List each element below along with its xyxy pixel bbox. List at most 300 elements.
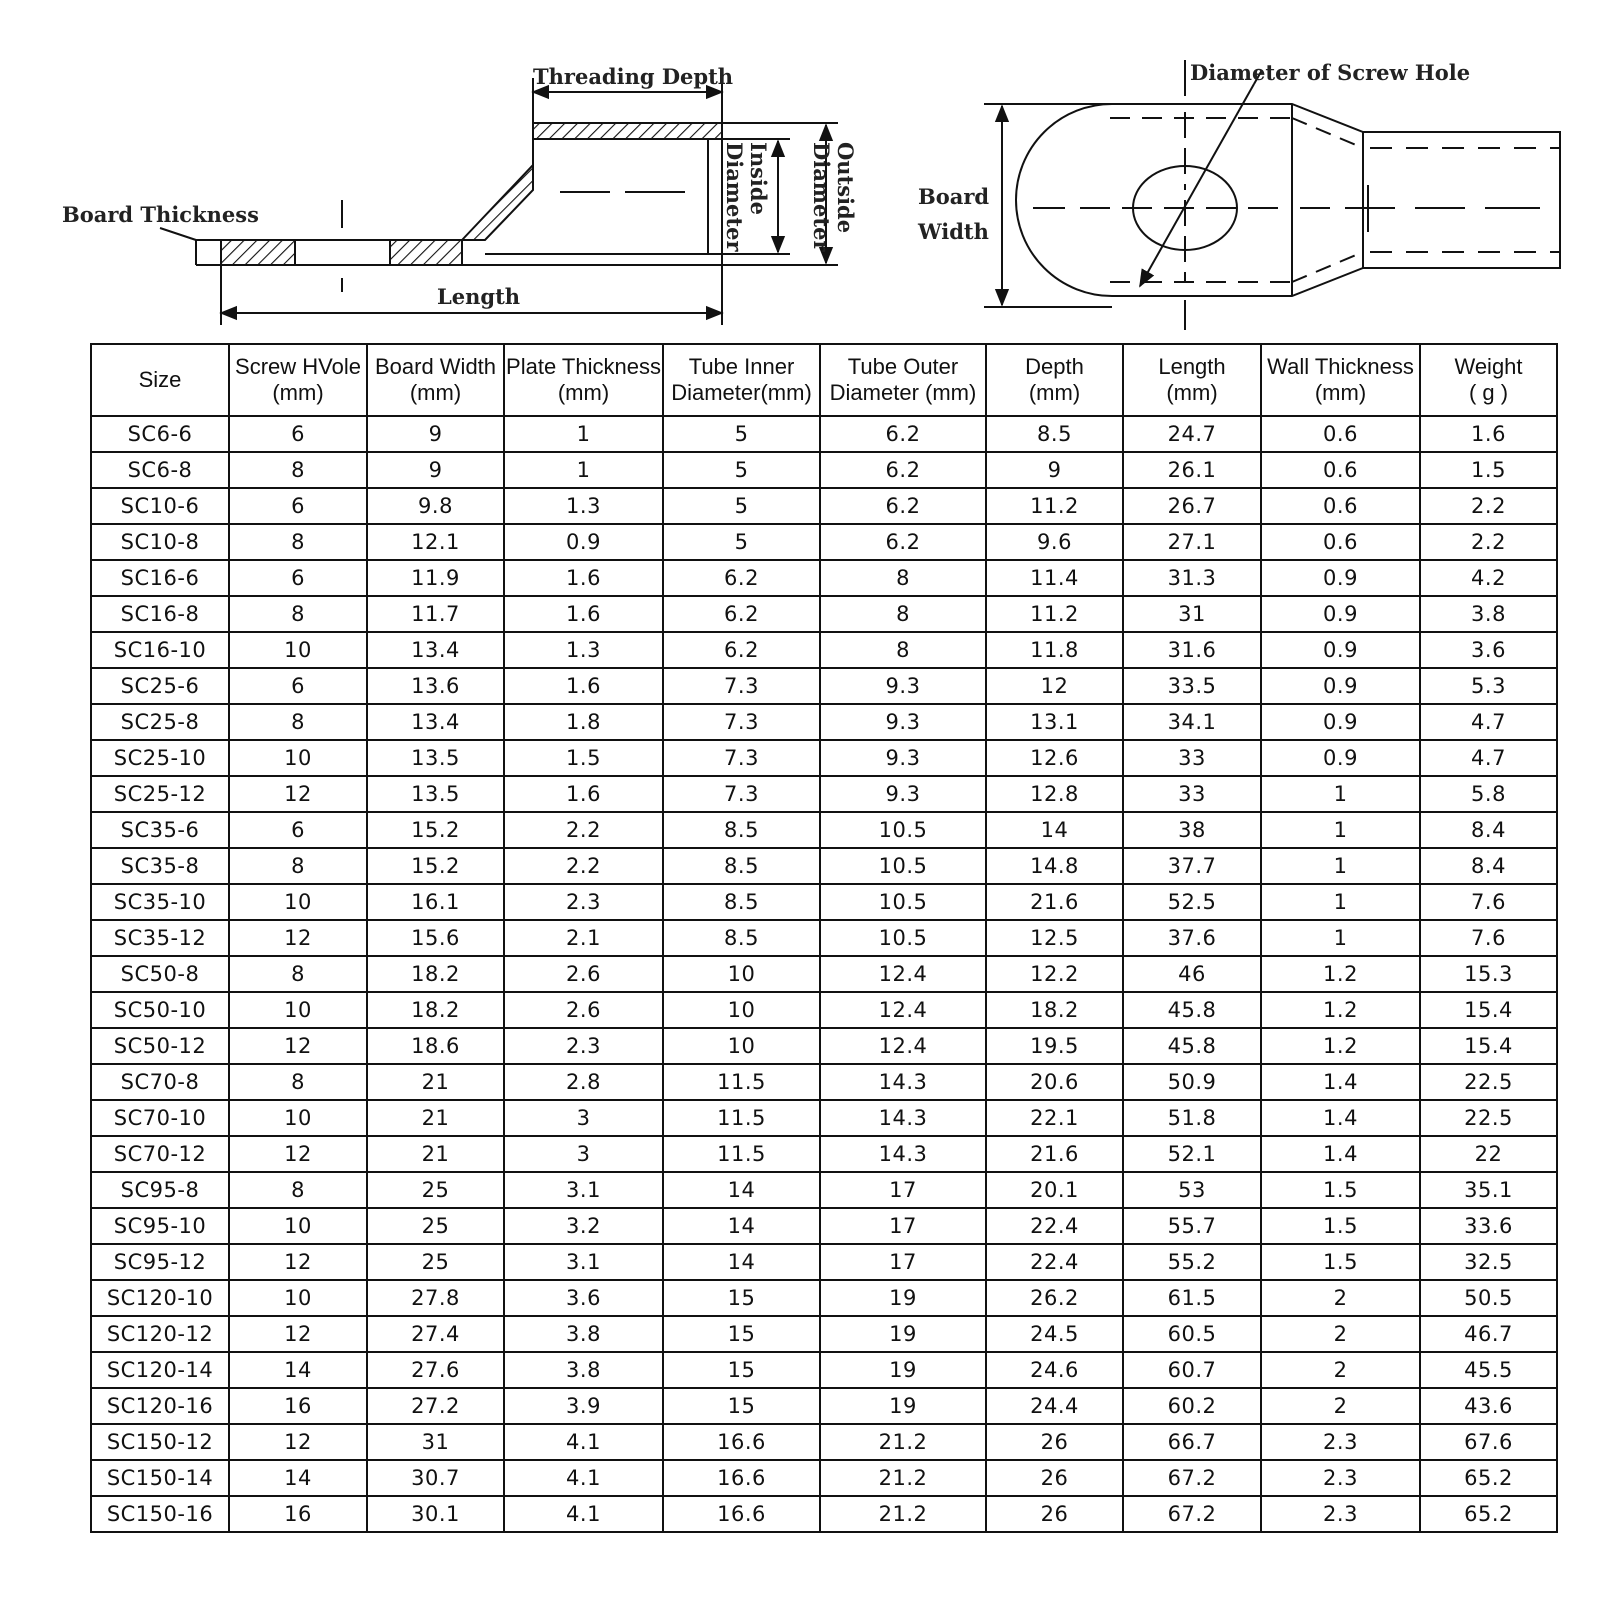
value-cell: 6.2: [663, 560, 820, 596]
value-cell: 19: [820, 1352, 986, 1388]
value-cell: 8: [229, 596, 367, 632]
value-cell: 60.5: [1123, 1316, 1261, 1352]
value-cell: 3: [504, 1100, 663, 1136]
column-header-unit: Diameter(mm): [671, 380, 812, 405]
size-cell: SC35-12: [91, 920, 229, 956]
value-cell: 9: [367, 416, 504, 452]
table-row: [91, 740, 1557, 776]
value-cell: 12: [229, 1424, 367, 1460]
value-cell: 12: [986, 668, 1123, 704]
size-cell: SC16-10: [91, 632, 229, 668]
value-cell: 13.6: [367, 668, 504, 704]
value-cell: 6: [229, 812, 367, 848]
table-row: [91, 812, 1557, 848]
table-body: [91, 416, 1557, 1532]
table-row: [91, 1100, 1557, 1136]
column-header-unit: (mm): [1028, 380, 1081, 405]
value-cell: 0.9: [1261, 668, 1420, 704]
value-cell: 1.4: [1261, 1100, 1420, 1136]
value-cell: 12: [229, 1244, 367, 1280]
value-cell: 14.3: [820, 1136, 986, 1172]
svg-text:Diameter: Diameter: [722, 142, 747, 252]
table-row: [91, 560, 1557, 596]
value-cell: 6.2: [663, 632, 820, 668]
board-thickness-label: Board Thickness: [62, 202, 259, 227]
value-cell: 17: [820, 1208, 986, 1244]
value-cell: 5: [663, 524, 820, 560]
value-cell: 1.2: [1261, 956, 1420, 992]
value-cell: 15.2: [367, 848, 504, 884]
value-cell: 8: [820, 596, 986, 632]
value-cell: 45.5: [1420, 1352, 1557, 1388]
value-cell: 21: [367, 1100, 504, 1136]
column-header-title: Size: [138, 367, 182, 392]
value-cell: 3.6: [504, 1280, 663, 1316]
value-cell: 45.8: [1123, 1028, 1261, 1064]
lug-diagrams: [0, 0, 1600, 340]
value-cell: 33.5: [1123, 668, 1261, 704]
value-cell: 1.6: [504, 596, 663, 632]
value-cell: 1.6: [1420, 416, 1557, 452]
value-cell: 9.3: [820, 740, 986, 776]
value-cell: 15.6: [367, 920, 504, 956]
value-cell: 10: [229, 632, 367, 668]
value-cell: 17: [820, 1244, 986, 1280]
value-cell: 15: [663, 1280, 820, 1316]
value-cell: 15.2: [367, 812, 504, 848]
value-cell: 3.9: [504, 1388, 663, 1424]
value-cell: 9: [986, 452, 1123, 488]
value-cell: 9.3: [820, 776, 986, 812]
value-cell: 13.4: [367, 632, 504, 668]
value-cell: 19: [820, 1388, 986, 1424]
table-row: [91, 992, 1557, 1028]
column-header: [367, 344, 504, 416]
value-cell: 1.2: [1261, 992, 1420, 1028]
value-cell: 67.6: [1420, 1424, 1557, 1460]
value-cell: 9: [367, 452, 504, 488]
value-cell: 14: [986, 812, 1123, 848]
table-row: [91, 956, 1557, 992]
value-cell: 1.3: [504, 632, 663, 668]
table-row: [91, 1172, 1557, 1208]
value-cell: 2.6: [504, 992, 663, 1028]
value-cell: 12.2: [986, 956, 1123, 992]
value-cell: 4.7: [1420, 704, 1557, 740]
value-cell: 10: [229, 1100, 367, 1136]
value-cell: 50.9: [1123, 1064, 1261, 1100]
value-cell: 2.3: [1261, 1496, 1420, 1532]
column-header-title: Weight: [1454, 354, 1523, 379]
value-cell: 0.6: [1261, 452, 1420, 488]
column-header: [229, 344, 367, 416]
value-cell: 2.2: [504, 848, 663, 884]
value-cell: 21.2: [820, 1460, 986, 1496]
value-cell: 8: [229, 848, 367, 884]
outside-diameter-label: [809, 142, 858, 252]
value-cell: 7.3: [663, 668, 820, 704]
table-row: [91, 632, 1557, 668]
svg-text:Outside: Outside: [833, 142, 858, 234]
value-cell: 24.4: [986, 1388, 1123, 1424]
table-row: [91, 1460, 1557, 1496]
column-header-title: Wall Thickness: [1267, 354, 1414, 379]
column-header-title: Tube Inner: [688, 354, 795, 379]
value-cell: 2.3: [504, 1028, 663, 1064]
value-cell: 6.2: [663, 596, 820, 632]
value-cell: 16: [229, 1496, 367, 1532]
value-cell: 22.1: [986, 1100, 1123, 1136]
column-header-unit: ( g ): [1468, 380, 1509, 405]
table-row: [91, 1316, 1557, 1352]
value-cell: 8: [229, 1172, 367, 1208]
value-cell: 31.3: [1123, 560, 1261, 596]
value-cell: 14: [663, 1244, 820, 1280]
size-cell: SC50-8: [91, 956, 229, 992]
value-cell: 8: [229, 704, 367, 740]
table-row: [91, 596, 1557, 632]
value-cell: 1.5: [1261, 1172, 1420, 1208]
column-header: [91, 344, 229, 416]
value-cell: 0.9: [1261, 560, 1420, 596]
value-cell: 14: [663, 1172, 820, 1208]
value-cell: 45.8: [1123, 992, 1261, 1028]
value-cell: 6: [229, 416, 367, 452]
value-cell: 1.2: [1261, 1028, 1420, 1064]
column-header: [1261, 344, 1420, 416]
value-cell: 9.3: [820, 704, 986, 740]
column-header-title: Plate Thickness: [506, 354, 661, 379]
value-cell: 46: [1123, 956, 1261, 992]
value-cell: 37.6: [1123, 920, 1261, 956]
column-header-unit: (mm): [409, 380, 462, 405]
value-cell: 52.1: [1123, 1136, 1261, 1172]
spec-table: [90, 343, 1558, 1533]
size-cell: SC10-6: [91, 488, 229, 524]
value-cell: 22.5: [1420, 1100, 1557, 1136]
value-cell: 2.3: [504, 884, 663, 920]
value-cell: 6.2: [820, 524, 986, 560]
table-row: [91, 1280, 1557, 1316]
value-cell: 6.2: [820, 452, 986, 488]
value-cell: 2: [1261, 1352, 1420, 1388]
value-cell: 14: [663, 1208, 820, 1244]
value-cell: 12: [229, 776, 367, 812]
column-header: [663, 344, 820, 416]
value-cell: 1.3: [504, 488, 663, 524]
column-header: [504, 344, 663, 416]
value-cell: 26.1: [1123, 452, 1261, 488]
column-header-unit: (mm): [1314, 380, 1367, 405]
size-cell: SC150-16: [91, 1496, 229, 1532]
value-cell: 34.1: [1123, 704, 1261, 740]
size-cell: SC35-8: [91, 848, 229, 884]
column-header-title: Tube Outer: [847, 354, 959, 379]
value-cell: 51.8: [1123, 1100, 1261, 1136]
value-cell: 6: [229, 560, 367, 596]
value-cell: 25: [367, 1172, 504, 1208]
value-cell: 0.9: [1261, 632, 1420, 668]
value-cell: 8: [820, 632, 986, 668]
value-cell: 22: [1420, 1136, 1557, 1172]
value-cell: 12.1: [367, 524, 504, 560]
value-cell: 3.8: [504, 1316, 663, 1352]
value-cell: 0.9: [1261, 740, 1420, 776]
value-cell: 2: [1261, 1316, 1420, 1352]
value-cell: 60.2: [1123, 1388, 1261, 1424]
value-cell: 1.8: [504, 704, 663, 740]
value-cell: 10: [229, 1280, 367, 1316]
value-cell: 11.7: [367, 596, 504, 632]
value-cell: 8: [229, 956, 367, 992]
table-row: [91, 1496, 1557, 1532]
value-cell: 55.7: [1123, 1208, 1261, 1244]
tube-wall-section: [533, 123, 722, 139]
value-cell: 3.1: [504, 1172, 663, 1208]
value-cell: 27.6: [367, 1352, 504, 1388]
value-cell: 24.5: [986, 1316, 1123, 1352]
value-cell: 67.2: [1123, 1460, 1261, 1496]
lug-outline: [1016, 104, 1560, 296]
value-cell: 32.5: [1420, 1244, 1557, 1280]
value-cell: 9.6: [986, 524, 1123, 560]
table-row: [91, 1352, 1557, 1388]
value-cell: 8.4: [1420, 812, 1557, 848]
diagrams: [0, 0, 1600, 340]
value-cell: 22.4: [986, 1208, 1123, 1244]
value-cell: 30.7: [367, 1460, 504, 1496]
value-cell: 25: [367, 1244, 504, 1280]
size-cell: SC50-12: [91, 1028, 229, 1064]
column-header-title: Length: [1158, 354, 1226, 379]
board-width-label-line1: Board: [918, 184, 990, 209]
value-cell: 10: [663, 992, 820, 1028]
value-cell: 1.6: [504, 668, 663, 704]
table-row: [91, 704, 1557, 740]
value-cell: 21.2: [820, 1496, 986, 1532]
value-cell: 0.9: [1261, 596, 1420, 632]
value-cell: 1: [1261, 884, 1420, 920]
value-cell: 1.6: [504, 776, 663, 812]
value-cell: 8.5: [986, 416, 1123, 452]
value-cell: 2.2: [504, 812, 663, 848]
value-cell: 17: [820, 1172, 986, 1208]
value-cell: 12.6: [986, 740, 1123, 776]
value-cell: 2: [1261, 1388, 1420, 1424]
size-cell: SC25-10: [91, 740, 229, 776]
column-header-title: Screw HVole: [235, 354, 361, 379]
value-cell: 11.2: [986, 596, 1123, 632]
value-cell: 33.6: [1420, 1208, 1557, 1244]
table-row: [91, 1208, 1557, 1244]
value-cell: 3.2: [504, 1208, 663, 1244]
value-cell: 24.6: [986, 1352, 1123, 1388]
value-cell: 31: [367, 1424, 504, 1460]
value-cell: 5: [663, 452, 820, 488]
value-cell: 12: [229, 1136, 367, 1172]
column-header-title: Depth: [1025, 354, 1084, 379]
threading-depth-label: Threading Depth: [533, 64, 734, 89]
value-cell: 5: [663, 416, 820, 452]
table-row: [91, 524, 1557, 560]
table-row: [91, 668, 1557, 704]
svg-text:Inside: Inside: [746, 142, 771, 215]
size-cell: SC150-14: [91, 1460, 229, 1496]
size-cell: SC120-14: [91, 1352, 229, 1388]
value-cell: 26.7: [1123, 488, 1261, 524]
value-cell: 13.5: [367, 776, 504, 812]
table-row: [91, 1388, 1557, 1424]
value-cell: 7.3: [663, 740, 820, 776]
value-cell: 8.4: [1420, 848, 1557, 884]
column-header: [820, 344, 986, 416]
value-cell: 21: [367, 1064, 504, 1100]
value-cell: 46.7: [1420, 1316, 1557, 1352]
value-cell: 1: [1261, 776, 1420, 812]
value-cell: 24.7: [1123, 416, 1261, 452]
column-header-unit: Diameter (mm): [829, 380, 977, 405]
value-cell: 15: [663, 1388, 820, 1424]
value-cell: 20.6: [986, 1064, 1123, 1100]
table-row: [91, 1424, 1557, 1460]
value-cell: 1.5: [504, 740, 663, 776]
value-cell: 35.1: [1420, 1172, 1557, 1208]
value-cell: 1.5: [1261, 1208, 1420, 1244]
size-cell: SC120-12: [91, 1316, 229, 1352]
value-cell: 2.8: [504, 1064, 663, 1100]
value-cell: 19: [820, 1280, 986, 1316]
value-cell: 52.5: [1123, 884, 1261, 920]
value-cell: 7.3: [663, 704, 820, 740]
value-cell: 27.8: [367, 1280, 504, 1316]
value-cell: 15.4: [1420, 992, 1557, 1028]
value-cell: 65.2: [1420, 1496, 1557, 1532]
value-cell: 26: [986, 1496, 1123, 1532]
value-cell: 16.6: [663, 1460, 820, 1496]
value-cell: 9.3: [820, 668, 986, 704]
value-cell: 2.3: [1261, 1460, 1420, 1496]
value-cell: 4.7: [1420, 740, 1557, 776]
table-row: [91, 884, 1557, 920]
value-cell: 19: [820, 1316, 986, 1352]
value-cell: 11.9: [367, 560, 504, 596]
value-cell: 12.5: [986, 920, 1123, 956]
value-cell: 19.5: [986, 1028, 1123, 1064]
value-cell: 3.1: [504, 1244, 663, 1280]
value-cell: 10: [663, 1028, 820, 1064]
table-row: [91, 920, 1557, 956]
value-cell: 26.2: [986, 1280, 1123, 1316]
value-cell: 7.6: [1420, 920, 1557, 956]
value-cell: 27.2: [367, 1388, 504, 1424]
size-cell: SC95-10: [91, 1208, 229, 1244]
value-cell: 8: [229, 524, 367, 560]
value-cell: 11.8: [986, 632, 1123, 668]
size-cell: SC70-8: [91, 1064, 229, 1100]
plate-section: [390, 240, 462, 265]
value-cell: 15.4: [1420, 1028, 1557, 1064]
value-cell: 10: [229, 884, 367, 920]
value-cell: 30.1: [367, 1496, 504, 1532]
column-header-unit: (mm): [272, 380, 324, 405]
table-header-row: [91, 344, 1557, 416]
size-cell: SC150-12: [91, 1424, 229, 1460]
top-view-diagram: [984, 60, 1560, 330]
size-cell: SC16-6: [91, 560, 229, 596]
value-cell: 1: [1261, 812, 1420, 848]
value-cell: 31.6: [1123, 632, 1261, 668]
size-cell: SC120-16: [91, 1388, 229, 1424]
size-cell: SC6-6: [91, 416, 229, 452]
value-cell: 13.4: [367, 704, 504, 740]
value-cell: 0.6: [1261, 488, 1420, 524]
board-width-label-line2: Width: [918, 219, 989, 244]
value-cell: 15.3: [1420, 956, 1557, 992]
value-cell: 6: [229, 668, 367, 704]
value-cell: 4.1: [504, 1424, 663, 1460]
value-cell: 15: [663, 1352, 820, 1388]
value-cell: 8: [229, 1064, 367, 1100]
length-label: Length: [437, 284, 521, 309]
value-cell: 13.1: [986, 704, 1123, 740]
value-cell: 12.8: [986, 776, 1123, 812]
size-cell: SC70-10: [91, 1100, 229, 1136]
value-cell: 11.5: [663, 1100, 820, 1136]
value-cell: 1: [504, 416, 663, 452]
value-cell: 65.2: [1420, 1460, 1557, 1496]
value-cell: 12.4: [820, 1028, 986, 1064]
screw-hole-diameter-label: Diameter of Screw Hole: [1190, 60, 1471, 85]
value-cell: 31: [1123, 596, 1261, 632]
table-row: [91, 416, 1557, 452]
value-cell: 2.2: [1420, 524, 1557, 560]
value-cell: 7.3: [663, 776, 820, 812]
size-cell: SC70-12: [91, 1136, 229, 1172]
value-cell: 1.4: [1261, 1136, 1420, 1172]
value-cell: 27.4: [367, 1316, 504, 1352]
value-cell: 16: [229, 1388, 367, 1424]
value-cell: 6.2: [820, 416, 986, 452]
size-cell: SC25-6: [91, 668, 229, 704]
column-header-unit: (mm): [557, 380, 610, 405]
value-cell: 11.2: [986, 488, 1123, 524]
value-cell: 10.5: [820, 848, 986, 884]
value-cell: 12: [229, 1316, 367, 1352]
value-cell: 8.5: [663, 848, 820, 884]
value-cell: 66.7: [1123, 1424, 1261, 1460]
value-cell: 8.5: [663, 920, 820, 956]
value-cell: 12: [229, 920, 367, 956]
value-cell: 18.6: [367, 1028, 504, 1064]
value-cell: 2.2: [1420, 488, 1557, 524]
value-cell: 5.3: [1420, 668, 1557, 704]
size-cell: SC120-10: [91, 1280, 229, 1316]
value-cell: 12.4: [820, 956, 986, 992]
value-cell: 67.2: [1123, 1496, 1261, 1532]
value-cell: 21: [367, 1136, 504, 1172]
size-cell: SC6-8: [91, 452, 229, 488]
value-cell: 4.2: [1420, 560, 1557, 596]
value-cell: 38: [1123, 812, 1261, 848]
value-cell: 18.2: [367, 956, 504, 992]
value-cell: 22.5: [1420, 1064, 1557, 1100]
value-cell: 9.8: [367, 488, 504, 524]
value-cell: 10: [229, 1208, 367, 1244]
table-row: [91, 776, 1557, 812]
value-cell: 1: [1261, 848, 1420, 884]
value-cell: 60.7: [1123, 1352, 1261, 1388]
column-header-unit: (mm): [1166, 380, 1218, 405]
